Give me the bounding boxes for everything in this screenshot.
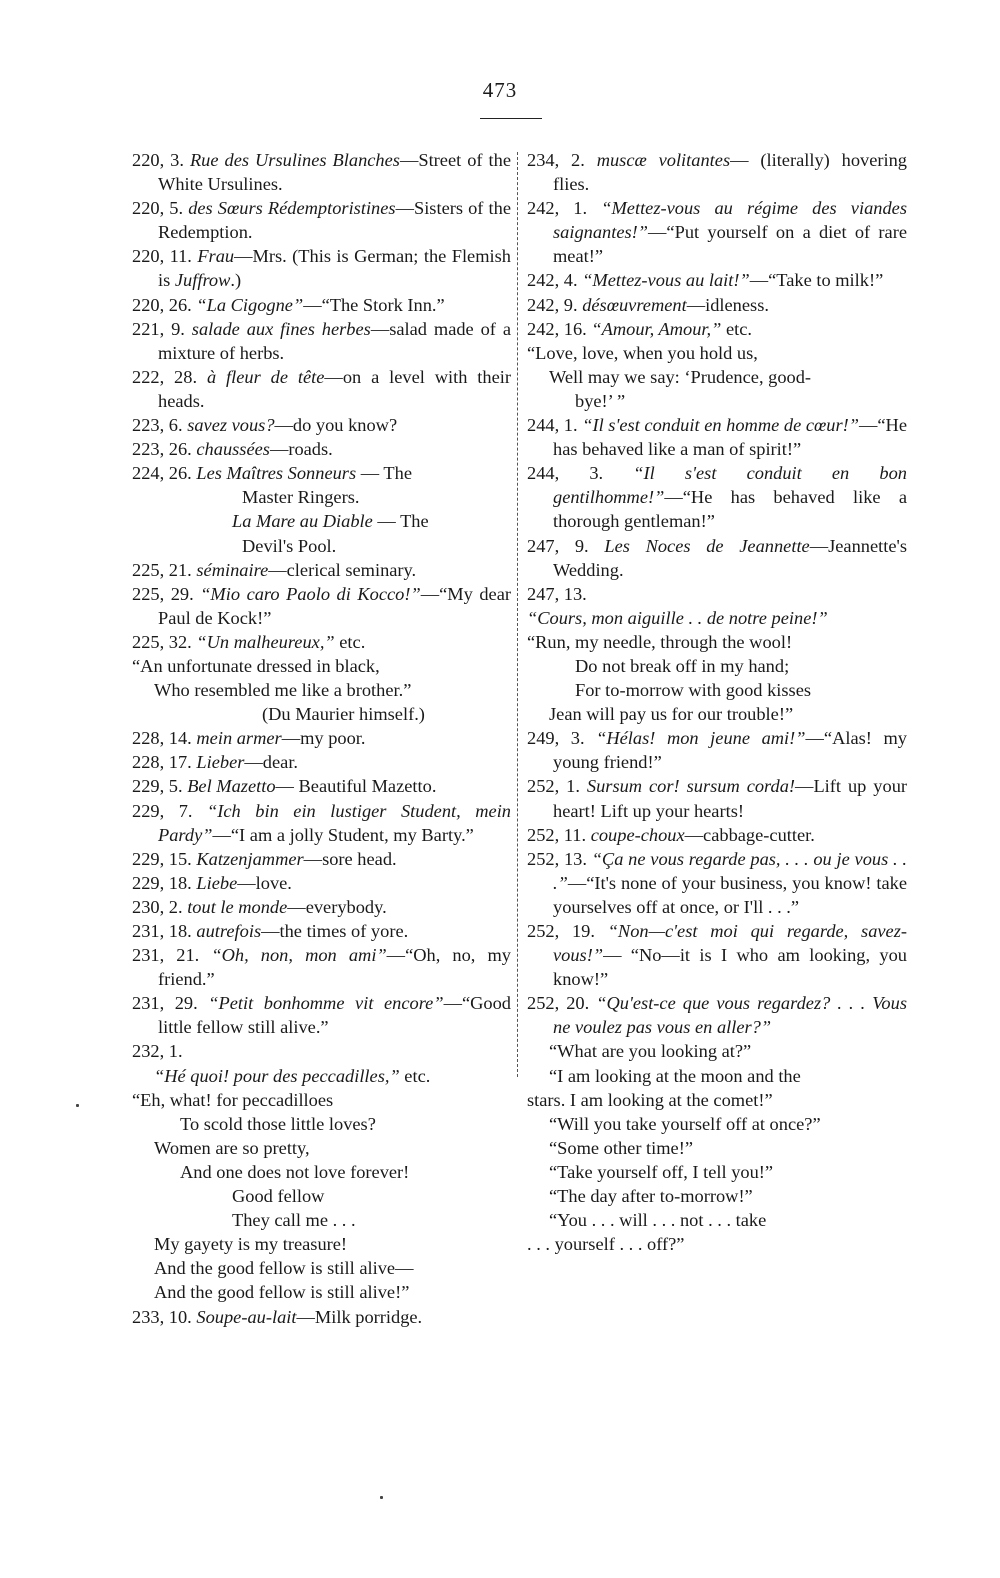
print-speck [76, 1104, 79, 1107]
glossary-entry [527, 413, 907, 461]
verse-line: To scold those little loves? [180, 1113, 376, 1134]
entry-reference: 223, 26. [132, 439, 192, 460]
verse-line: Do not break off in my hand; [575, 655, 790, 676]
glossary-entry [527, 293, 907, 317]
entry-reference: 242, 4. [527, 270, 578, 291]
entry-term: “Ça ne vous regarde pas, . . . ou je vous . . .” [553, 848, 907, 893]
glossary-entry [132, 774, 511, 798]
entry-term: salade aux fines herbes [191, 318, 371, 339]
entry-reference: 244, 3. [527, 463, 604, 484]
page-number-rule [480, 118, 542, 119]
entry-term: “Qu'est-ce que vous regardez? . . . Vous ne voulez pas vous en aller?” [553, 993, 907, 1038]
entry-term: autrefois [196, 921, 262, 941]
entry-term: “Petit bonhomme vit encore” [208, 993, 444, 1014]
entry-224-26: 224, 26. Les Maîtres Sonneurs — The Master Ringers. La Mare au Diable — The Devil's Pool. [132, 463, 429, 556]
entry-term: désœuvrement [582, 294, 687, 315]
entry-term: Bel Mazetto [187, 776, 276, 797]
entry-translation: —Lift up your heart! Lift up your hearts! [553, 776, 908, 821]
entry-term: Rue des Ursulines Blanches [189, 150, 400, 170]
verse-line: bye!’ ” [575, 390, 626, 411]
entry-233-10: 233, 10. Soupe-au-lait—Milk porridge. [132, 1306, 423, 1327]
entry-reference: 221, 9. [132, 318, 185, 339]
dialogue-line: “The day after to-morrow!” [549, 1186, 753, 1207]
entry-term: “Mettez-vous au lait!” [582, 270, 750, 291]
verse-line: And the good fellow is still alive!” [154, 1282, 410, 1303]
entry-reference: 252, 11. [527, 824, 587, 845]
right-entries-2 [527, 413, 907, 582]
entry-247-13: 247, 13. “Cours, mon aiguille . . de notre peine!” “Run, my needle, through the wool! Do not break off in my hand; For to-morrow with good kisses Jean will pay us for our trouble!” [527, 582, 907, 727]
entry-term: à fleur de tête [206, 366, 325, 387]
right-entries-1 [527, 148, 907, 317]
dialogue-line: “What are you looking at?” [549, 1041, 752, 1062]
entry-reference: 231, 29. [132, 993, 198, 1014]
entry-term: Les Noces de Jeannette [604, 535, 810, 556]
entry-term: Katzenjammer [196, 848, 304, 869]
dialogue-line: “I am looking at the moon and the [549, 1065, 801, 1086]
entry-translation: —Mrs. (This is German; the Flemish is [158, 246, 511, 291]
entry-term: “Non—c'est moi qui regarde, savez-vous!” [553, 921, 907, 966]
dialogue-line: “Take yourself off, I tell you!” [549, 1161, 774, 1182]
entry-translation: —“Alas! my young friend!” [553, 728, 907, 773]
entry-translation: —Jeannette's Wedding. [553, 535, 907, 580]
left-entries-1 [132, 148, 511, 461]
entry-term: Lieber [196, 752, 245, 773]
glossary-entry [527, 726, 907, 774]
glossary-entry [527, 196, 907, 268]
glossary-entry [132, 847, 511, 871]
glossary-entry [132, 991, 511, 1039]
entry-translation: —“It's none of your business, you know! take yourselves off at once, or I'll . . .” [553, 872, 907, 917]
left-entries-3 [132, 726, 511, 1039]
entry-reference: 220, 3. [132, 150, 184, 170]
entry-translation: —“I am a jolly Student, my Barty.” [212, 824, 474, 845]
verse-line: They call me . . . [232, 1210, 356, 1231]
verse-line: Jean will pay us for our trouble!” [549, 704, 794, 725]
dialogue-line: “Some other time!” [549, 1137, 694, 1158]
entry-translation: —cabbage-cutter. [684, 824, 815, 845]
glossary-entry [132, 582, 511, 630]
entry-term: séminaire [196, 559, 269, 580]
entry-225-32: 225, 32. “Un malheureux,” etc. “An unfortunate dressed in black, Who resembled me like a brother.” (Du Maurier himself.) [132, 630, 511, 726]
dialogue-line: “You . . . will . . . not . . . take [549, 1210, 767, 1231]
dialogue-line: stars. I am looking at the comet!” [527, 1089, 773, 1110]
entry-reference: 229, 18. [132, 872, 192, 893]
glossary-entry [132, 558, 511, 582]
entry-reference: 229, 15. [132, 848, 192, 869]
entry-term: savez vous? [187, 415, 275, 436]
entry-reference: 231, 21. [132, 945, 200, 966]
glossary-entry [132, 799, 511, 847]
entry-term: “Mettez-vous au régime des viandes saignantes!” [553, 198, 907, 243]
glossary-entry [132, 895, 511, 919]
glossary-entry [132, 726, 511, 750]
entry-reference: 223, 6. [132, 415, 183, 436]
entry-term: “Il s'est conduit en bon gentilhomme!” [553, 463, 907, 508]
entry-reference: 220, 5. [132, 198, 184, 219]
entry-translation: — “No—it is I who am looking, you know!” [553, 945, 907, 990]
entry-translation: —idleness. [686, 294, 769, 315]
verse-line: For to-morrow with good kisses [575, 680, 812, 701]
entry-translation: —my poor. [281, 728, 366, 749]
entry-term: Sursum cor! sursum corda! [586, 776, 796, 797]
entry-translation: —Sisters of the Redemption. [158, 198, 512, 243]
entry-reference: 229, 7. [132, 800, 193, 821]
glossary-entry [132, 413, 511, 437]
entry-term: chaussées [196, 439, 270, 460]
verse-line: “Eh, what! for peccadilloes [132, 1089, 334, 1110]
entry-translation: — Beautiful Mazetto. [275, 776, 437, 797]
entry-translation: —“My dear Paul de Kock!” [158, 583, 511, 628]
left-entries-2 [132, 558, 511, 630]
verse-line: Good fellow [232, 1186, 325, 1207]
entry-reference: 228, 14. [132, 728, 192, 749]
glossary-entry [132, 148, 511, 196]
dialogue-line: “Will you take yourself off at once?” [549, 1113, 821, 1134]
glossary-entry [527, 991, 907, 1039]
entry-translation: —roads. [269, 439, 333, 460]
entry-term-2: Juffrow [174, 270, 231, 291]
entry-term: “Il s'est conduit en homme de cœur!” [582, 415, 859, 436]
entry-translation: — (literally) hovering flies. [553, 150, 908, 195]
entry-reference: 220, 11. [132, 246, 192, 267]
entry-reference: 228, 17. [132, 752, 192, 773]
entry-242-16: 242, 16. “Amour, Amour,” etc. “Love, love, when you hold us, Well may we say: ‘Prudence, good- bye!’ ” [527, 317, 907, 413]
entry-reference: 252, 20. [527, 993, 590, 1014]
entry-translation: —everybody. [287, 896, 387, 917]
entry-translation: —clerical seminary. [268, 559, 417, 580]
entry-translation: —salad made of a mixture of herbs. [158, 318, 511, 363]
entry-translation: —“Good little fellow still alive.” [158, 993, 511, 1038]
verse-line: “An unfortunate dressed in black, [132, 655, 380, 676]
entry-reference: 234, 2. [527, 150, 585, 170]
entry-term: “Hélas! mon jeune ami!” [596, 728, 806, 749]
entry-translation: —“Take to milk!” [749, 270, 884, 291]
glossary-entry [132, 437, 511, 461]
verse-line: Who resembled me like a brother.” [154, 680, 412, 701]
print-speck [380, 1496, 383, 1499]
entry-term: “La Cigogne” [196, 294, 304, 315]
dialogue-252-20 [527, 1039, 907, 1256]
entry-term: Frau [197, 246, 235, 267]
glossary-entry [527, 148, 907, 196]
glossary-entry [527, 534, 907, 582]
entry-translation: —“Oh, no, my friend.” [158, 945, 511, 990]
verse-line: (Du Maurier himself.) [262, 704, 425, 725]
entry-translation: —on a level with their heads. [158, 366, 512, 411]
verse-line: Well may we say: ‘Prudence, good- [549, 366, 812, 387]
glossary-entry [132, 244, 511, 292]
entry-reference: 247, 9. [527, 535, 589, 556]
entry-translation: —dear. [244, 752, 299, 773]
verse-line: And one does not love forever! [180, 1161, 410, 1182]
page-number: 473 [482, 78, 518, 102]
verse-line: My gayety is my treasure! [154, 1234, 348, 1255]
glossary-entry [132, 871, 511, 895]
glossary-entry [527, 823, 907, 847]
entry-term: “Oh, non, mon ami” [211, 945, 387, 966]
entry-reference: 242, 1. [527, 198, 588, 219]
column-divider [517, 152, 518, 1077]
glossary-entry [132, 943, 511, 991]
entry-term: des Sœurs Rédemptoristines [188, 198, 396, 219]
entry-translation: —love. [237, 872, 292, 893]
entry-translation: —“The Stork Inn.” [303, 294, 445, 315]
entry-term: “Mio caro Paolo di Kocco!” [200, 583, 421, 604]
dialogue-line: . . . yourself . . . off?” [527, 1234, 685, 1255]
entry-term: coupe-choux [590, 824, 685, 845]
entry-term: tout le monde [187, 896, 288, 917]
entry-translation: —“Put yourself on a diet of rare meat!” [553, 222, 907, 267]
entry-translation: —the times of yore. [261, 921, 409, 941]
glossary-entry [132, 293, 511, 317]
left-column [132, 148, 511, 1329]
entry-term: “Ich bin ein lustiger Student, mein Pardy” [158, 800, 512, 845]
entry-reference: 242, 9. [527, 294, 578, 315]
right-entries-3 [527, 726, 907, 1039]
entry-reference: 225, 29. [132, 583, 194, 604]
entry-term: muscæ volitantes [596, 150, 731, 170]
entry-reference: 222, 28. [132, 366, 198, 387]
entry-reference: 244, 1. [527, 415, 578, 436]
entry-term: Liebe [196, 872, 238, 893]
verse-line: “Run, my needle, through the wool! [527, 631, 793, 652]
entry-translation: —sore head. [303, 848, 397, 869]
entry-translation: —do you know? [274, 415, 398, 436]
entry-translation: —“He has behaved like a man of spirit!” [553, 415, 907, 460]
entry-reference: 220, 26. [132, 294, 192, 315]
glossary-entry [132, 919, 511, 943]
entry-reference: 249, 3. [527, 728, 585, 749]
entry-reference: 252, 1. [527, 776, 580, 797]
entry-translation: —Street of the White Ursulines. [158, 150, 511, 195]
entry-232-1: 232, 1. “Hé quoi! pour des peccadilles,” etc. “Eh, what! for peccadilloes To scold those little loves? Women are so pretty, And one does not love forever! Good fellow They call me . . . My gayety is my treasure! And the good fellow is still alive— And the good fellow is still alive!” [132, 1039, 511, 1304]
verse-line: And the good fellow is still alive— [154, 1258, 414, 1279]
glossary-entry [527, 847, 907, 919]
glossary-entry [527, 268, 907, 292]
right-column [527, 148, 907, 1256]
glossary-entry [527, 919, 907, 991]
glossary-entry [132, 750, 511, 774]
entry-reference: 231, 18. [132, 921, 192, 941]
entry-translation: —“He has behaved like a thorough gentleman!” [553, 487, 907, 532]
entry-term: mein armer [196, 728, 282, 749]
glossary-entry [527, 461, 907, 533]
entry-reference: 252, 13. [527, 848, 587, 869]
verse-line: “Love, love, when you hold us, [527, 342, 758, 363]
verse-line: Women are so pretty, [154, 1137, 310, 1158]
glossary-entry [132, 365, 511, 413]
glossary-entry [132, 196, 511, 244]
glossary-entry [132, 317, 511, 365]
entry-reference: 230, 2. [132, 896, 183, 917]
entry-reference: 229, 5. [132, 776, 183, 797]
entry-translation-2: .) [230, 270, 242, 291]
entry-reference: 225, 21. [132, 559, 192, 580]
glossary-entry [527, 774, 907, 822]
entry-reference: 252, 19. [527, 921, 595, 941]
